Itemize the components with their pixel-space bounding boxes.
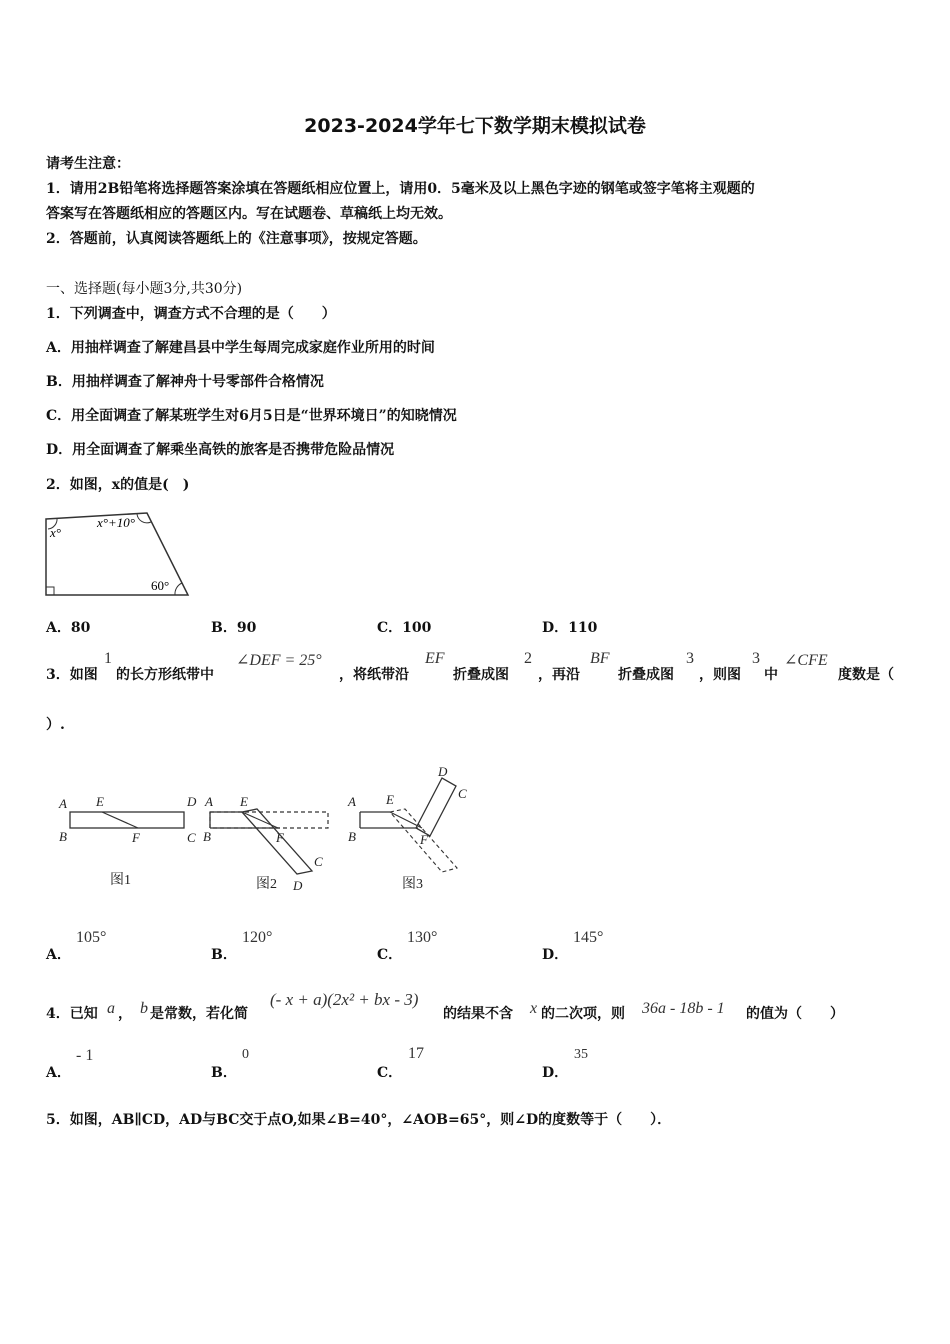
q2-option-b-label: B． xyxy=(211,620,237,636)
q3-n4: 3 xyxy=(752,650,760,667)
q3-fig1-A: A xyxy=(59,796,67,811)
q3-fig3-E: E xyxy=(386,792,394,807)
q3-fig1-crease xyxy=(102,812,138,828)
q3-p9: 度数是（ xyxy=(838,667,894,683)
q4-option-d-value: 35 xyxy=(574,1047,588,1062)
q3-option-a-label: A． xyxy=(46,947,71,963)
notice-heading: 请考生注意： xyxy=(46,156,130,172)
q3-fig1-strip xyxy=(70,812,184,828)
notice-line-1: 1．请用2B铅笔将选择题答案涂填在答题纸相应位置上，请用0．5毫米及以上黑色字迹的钢笔或签字笔将主观题的 xyxy=(46,181,755,197)
q4-option-b-value: 0 xyxy=(242,1047,249,1062)
q2-option-d-label: D． xyxy=(542,620,569,636)
q3-fig3-F: F xyxy=(420,832,428,847)
notice-line-1b: 答案写在答题纸相应的答题区内。写在试题卷、草稿纸上均无效。 xyxy=(46,206,452,222)
q3-fig3-folded-part xyxy=(416,778,456,836)
q3-p7: ，则图 xyxy=(699,667,741,683)
q2-option-c-value: 100 xyxy=(402,620,432,636)
q1-option-c: C．用全面调查了解某班学生对6月5日是“世界环境日”的知晓情况 xyxy=(46,408,457,424)
q4-option-c-value: 17 xyxy=(408,1045,424,1062)
q5-stem: 5．如图，AB∥CD，AD与BC交于点O,如果∠B=40°，∠AOB=65°，则∠D的度数等于（ ）． xyxy=(46,1112,672,1128)
q3-p10: ）. xyxy=(46,717,65,733)
q3-p1: 3．如图 xyxy=(46,667,98,683)
q3-fig3-A: A xyxy=(348,794,356,809)
q4-option-b-label: B． xyxy=(211,1065,237,1081)
q3-fig1-E: E xyxy=(96,794,104,809)
q3-fig2-dashed-strip xyxy=(210,812,328,828)
q4-b: b xyxy=(140,1000,148,1017)
q3-fig1-caption: 图1 xyxy=(110,873,131,888)
q3-figure xyxy=(50,760,480,900)
q4-sep: ， xyxy=(118,1006,132,1022)
q3-fig2-crease xyxy=(242,812,278,828)
q3-fig1-B: B xyxy=(59,829,67,844)
q4-expr: (- x + a)(2x² + bx - 3) xyxy=(270,990,419,1009)
q3-fig2-caption: 图2 xyxy=(256,877,277,892)
q3-fig2-D: D xyxy=(293,878,303,893)
q3-p6: 折叠成图 xyxy=(618,667,674,683)
q3-m1: ∠DEF = 25° xyxy=(236,652,322,669)
q2-right-angle-mark xyxy=(46,587,54,595)
q4-p1: 4．已知 xyxy=(46,1006,98,1022)
q3-m4: ∠CFE xyxy=(784,652,828,669)
q4-option-d-label: D． xyxy=(542,1065,569,1081)
q1-option-a: A．用抽样调查了解建昌县中学生每周完成家庭作业所用的时间 xyxy=(46,340,435,356)
q3-fig2-C: C xyxy=(314,854,323,869)
q4-a: a xyxy=(107,1000,115,1017)
q3-option-d-value: 145° xyxy=(573,929,604,946)
q2-arc-60 xyxy=(175,583,182,595)
q3-m3: BF xyxy=(590,650,610,667)
q3-fig3-D: D xyxy=(438,764,448,779)
q4-p2: 是常数，若化简 xyxy=(150,1006,248,1022)
page-title: 2023-2024学年七下数学期末模拟试卷 xyxy=(304,115,646,137)
q2-option-d xyxy=(542,617,597,637)
q3-option-b-value: 120° xyxy=(242,929,273,946)
q3-fig3-C: C xyxy=(458,786,467,801)
q4-option-c-label: C． xyxy=(377,1065,403,1081)
q3-option-d-label: D． xyxy=(542,947,569,963)
notice-line-2: 2．答题前，认真阅读答题纸上的《注意事项》，按规定答题。 xyxy=(46,231,427,247)
q4-option-a-label: A． xyxy=(46,1065,71,1081)
q3-p3: ，将纸带沿 xyxy=(339,667,409,683)
q2-option-a-label: A． xyxy=(46,620,71,636)
q2-label-xp10: x°+10° xyxy=(97,515,135,530)
q3-option-b-label: B． xyxy=(211,947,237,963)
q3-fig1-C: C xyxy=(187,830,196,845)
q4-p3: 的结果不含 xyxy=(443,1006,513,1022)
q2-option-d-value: 110 xyxy=(568,620,598,636)
q4-option-a-value: - 1 xyxy=(76,1047,94,1064)
q3-p8: 中 xyxy=(764,667,778,683)
q2-label-x: x° xyxy=(50,525,61,540)
q3-p2: 的长方形纸带中 xyxy=(116,667,214,683)
q2-stem: 2．如图，x的值是( ) xyxy=(46,477,190,493)
q2-option-b xyxy=(211,617,256,637)
q2-option-a xyxy=(46,617,90,637)
q3-fig2-B: B xyxy=(203,829,211,844)
q3-fig2-F: F xyxy=(276,830,284,845)
q4-expr2: 36a - 18b - 1 xyxy=(642,1000,725,1017)
q3-fig3-B: B xyxy=(348,829,356,844)
q3-n1: 1 xyxy=(104,650,112,667)
q3-fig2-E: E xyxy=(240,794,248,809)
q3-fig1-D: D xyxy=(187,794,197,809)
q2-option-c-label: C． xyxy=(377,620,403,636)
q3-m2: EF xyxy=(425,650,445,667)
q3-fig2-A: A xyxy=(205,794,213,809)
q3-fig1-F: F xyxy=(132,830,140,845)
q2-label-60: 60° xyxy=(151,578,170,593)
q3-option-c-value: 130° xyxy=(407,929,438,946)
q4-x: x xyxy=(530,1000,538,1017)
q3-fig3-caption: 图3 xyxy=(402,877,423,892)
q4-p4: 的二次项，则 xyxy=(541,1006,625,1022)
q2-option-a-value: 80 xyxy=(70,620,91,636)
q4-p5: 的值为（ ） xyxy=(746,1006,844,1022)
q1-option-d: D．用全面调查了解乘坐高铁的旅客是否携带危险品情况 xyxy=(46,442,395,458)
q3-n2: 2 xyxy=(524,650,532,667)
q2-option-b-value: 90 xyxy=(236,620,257,636)
q1-stem: 1．下列调查中，调查方式不合理的是（ ） xyxy=(46,306,336,322)
q1-option-b: B．用抽样调查了解神舟十号零部件合格情况 xyxy=(46,374,324,390)
section-heading: 一、选择题(每小题3分,共30分) xyxy=(46,281,243,297)
q3-option-c-label: C． xyxy=(377,947,403,963)
q3-option-a-value: 105° xyxy=(76,929,107,946)
q2-figure xyxy=(40,505,200,605)
q3-p4: 折叠成图 xyxy=(453,667,509,683)
q2-option-c xyxy=(377,617,431,637)
q3-p5: ，再沿 xyxy=(538,667,580,683)
q3-n3: 3 xyxy=(686,650,694,667)
